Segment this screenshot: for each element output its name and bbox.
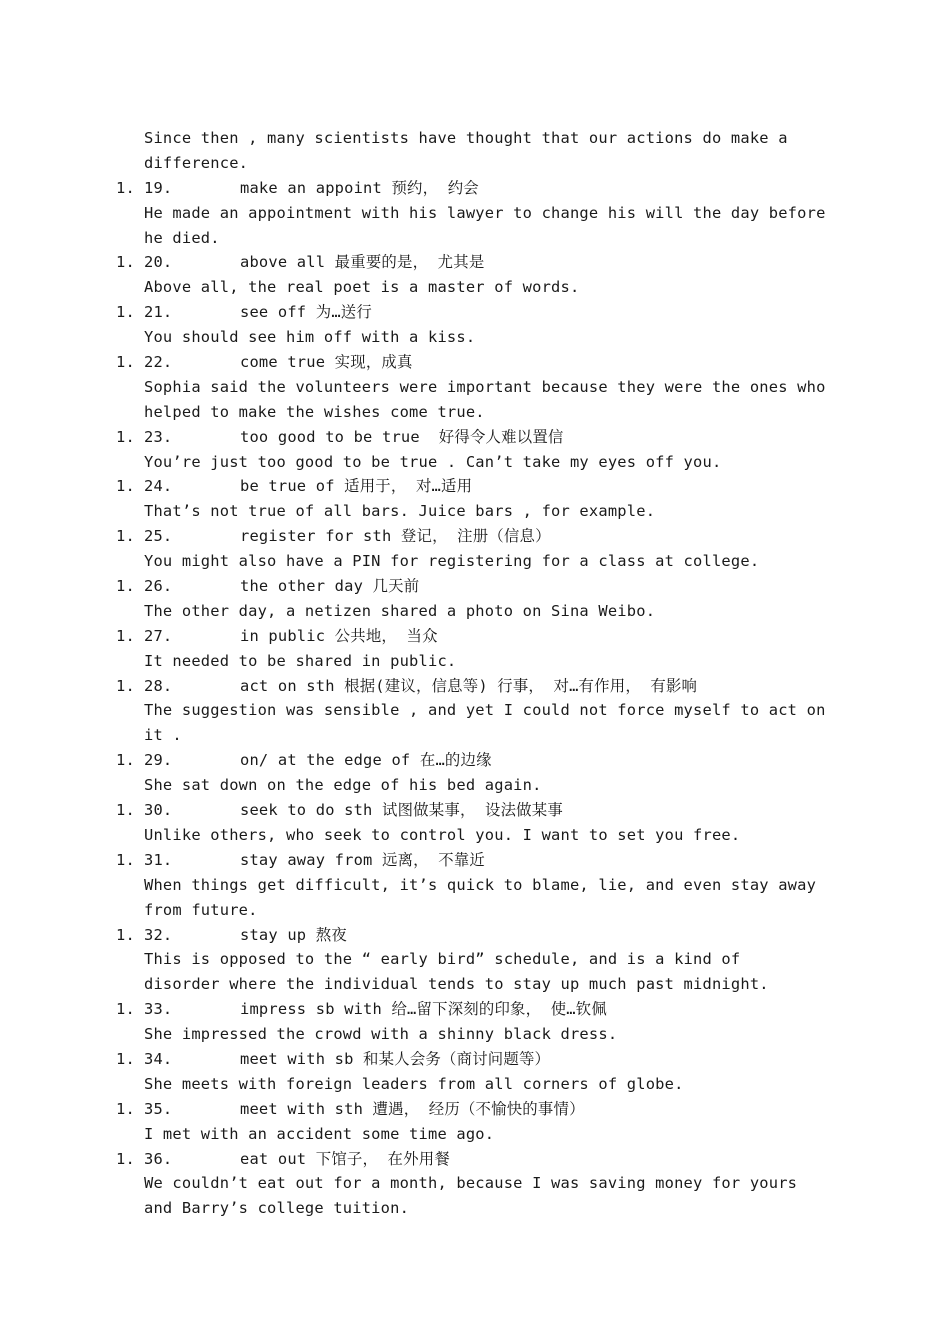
entry-heading	[116, 176, 816, 201]
list-marker: 1.	[116, 626, 135, 645]
example-sentence-line: The other day, a netizen shared a photo on Sina Weibo.	[144, 601, 656, 620]
entry-heading	[116, 798, 816, 823]
example-sentence-line: I met with an accident some time ago.	[144, 1124, 495, 1143]
entry-heading	[116, 923, 816, 948]
example-sentence-line: Unlike others, who seek to control you. I want to set you free.	[144, 825, 741, 844]
entry-number: 36.	[144, 1149, 173, 1168]
entry-number: 22.	[144, 353, 173, 372]
example-sentence-line: You should see him off with a kiss.	[144, 328, 476, 347]
list-marker: 1.	[116, 253, 135, 272]
entry-number: 27.	[144, 626, 173, 645]
entry-number: 26.	[144, 577, 173, 596]
entry-phrase: meet with sb 和某人会务（商讨问题等）	[240, 1049, 551, 1068]
list-marker: 1.	[116, 850, 135, 869]
entry-number: 31.	[144, 850, 173, 869]
list-marker: 1.	[116, 801, 135, 820]
entry-number: 28.	[144, 676, 173, 695]
list-marker: 1.	[116, 477, 135, 496]
example-sentence-line: When things get difficult, it’s quick to blame, lie, and even stay away	[144, 875, 817, 894]
entry-phrase: stay away from 远离， 不靠近	[240, 850, 485, 869]
list-marker: 1.	[116, 527, 135, 546]
entry-number: 23.	[144, 427, 173, 446]
list-item	[116, 350, 826, 425]
entry-number: 30.	[144, 801, 173, 820]
example-sentence-line: helped to make the wishes come true.	[144, 402, 485, 421]
entry-number: 29.	[144, 751, 173, 770]
entry-phrase: stay up 熬夜	[240, 925, 347, 944]
example-sentence-line: The suggestion was sensible , and yet I could not force myself to act on	[144, 701, 826, 720]
list-item	[116, 1047, 816, 1097]
example-sentence-line: She sat down on the edge of his bed again.	[144, 776, 542, 795]
intro-line: Since then , many scientists have thought that our actions do make a	[144, 129, 788, 147]
example-sentence-line: Sophia said the volunteers were important because they were the ones who	[144, 377, 826, 396]
example-sentence-line: disorder where the individual tends to stay up much past midnight.	[144, 975, 769, 994]
entry-phrase: make an appoint 预约， 约会	[240, 178, 479, 197]
entry-heading	[116, 425, 816, 450]
entry-heading	[116, 674, 816, 699]
example-sentence-line: it .	[144, 726, 182, 745]
entry-heading	[116, 350, 816, 375]
list-item	[116, 176, 826, 251]
entry-number: 33.	[144, 1000, 173, 1019]
entry-number: 34.	[144, 1049, 173, 1068]
list-marker: 1.	[116, 751, 135, 770]
list-marker: 1.	[116, 1000, 135, 1019]
entry-number: 19.	[144, 178, 173, 197]
entry-heading	[116, 250, 816, 275]
list-marker: 1.	[116, 925, 135, 944]
entry-phrase: the other day 几天前	[240, 577, 420, 596]
example-sentence-line: It needed to be shared in public.	[144, 651, 457, 670]
entry-phrase: eat out 下馆子， 在外用餐	[240, 1149, 450, 1168]
entry-heading	[116, 524, 816, 549]
entry-phrase: on/ at the edge of 在…的边缘	[240, 751, 492, 770]
list-item	[116, 425, 816, 475]
entry-heading	[116, 997, 816, 1022]
entry-phrase: seek to do sth 试图做某事， 设法做某事	[240, 801, 563, 820]
entry-phrase: register for sth 登记， 注册（信息）	[240, 527, 551, 546]
example-sentence-line: You’re just too good to be true . Can’t take my eyes off you.	[144, 452, 722, 471]
example-sentence-line: he died.	[144, 228, 220, 247]
list-marker: 1.	[116, 1049, 135, 1068]
entry-heading	[116, 574, 816, 599]
list-item	[116, 798, 816, 848]
list-marker: 1.	[116, 1099, 135, 1118]
example-sentence-line: That’s not true of all bars. Juice bars , for example.	[144, 502, 656, 521]
example-sentence-line: Above all, the real poet is a master of words.	[144, 278, 580, 297]
list-item	[116, 524, 816, 574]
list-item	[116, 474, 816, 524]
list-item	[116, 624, 816, 674]
entry-heading	[116, 300, 816, 325]
list-marker: 1.	[116, 353, 135, 372]
example-sentence-line: from future.	[144, 900, 258, 919]
list-item	[116, 748, 816, 798]
entry-number: 25.	[144, 527, 173, 546]
entry-heading	[116, 1047, 816, 1072]
list-item	[116, 574, 816, 624]
list-marker: 1.	[116, 427, 135, 446]
entry-phrase: meet with sth 遭遇， 经历（不愉快的事情）	[240, 1099, 585, 1118]
example-sentence-line: She meets with foreign leaders from all corners of globe.	[144, 1074, 684, 1093]
entry-heading	[116, 848, 816, 873]
entry-phrase: too good to be true 好得令人难以置信	[240, 427, 564, 446]
entry-number: 24.	[144, 477, 173, 496]
entry-heading	[116, 1147, 816, 1172]
list-item	[116, 1097, 816, 1147]
example-sentence-line: and Barry’s college tuition.	[144, 1199, 410, 1218]
entry-number: 35.	[144, 1099, 173, 1118]
list-item	[116, 300, 816, 350]
entry-phrase: come true 实现，成真	[240, 353, 413, 372]
entry-number: 21.	[144, 303, 173, 322]
list-marker: 1.	[116, 303, 135, 322]
entry-number: 20.	[144, 253, 173, 272]
entry-heading	[116, 624, 816, 649]
list-item	[116, 923, 816, 998]
example-sentence-line: This is opposed to the “ early bird” schedule, and is a kind of	[144, 950, 741, 969]
list-item	[116, 674, 826, 749]
entry-phrase: impress sb with 给…留下深刻的印象， 使…钦佩	[240, 1000, 607, 1019]
example-sentence-line: We couldn’t eat out for a month, because I was saving money for yours	[144, 1174, 798, 1193]
list-item	[116, 997, 816, 1047]
entry-heading	[116, 748, 816, 773]
example-sentence-line: He made an appointment with his lawyer to change his will the day before	[144, 203, 826, 222]
example-sentence-line: She impressed the crowd with a shinny black dress.	[144, 1025, 618, 1044]
document-content	[116, 126, 826, 1221]
list-marker: 1.	[116, 1149, 135, 1168]
list-item	[116, 1147, 816, 1222]
intro-line: difference.	[144, 153, 249, 172]
entry-phrase: be true of 适用于， 对…适用	[240, 477, 473, 496]
list-marker: 1.	[116, 577, 135, 596]
entry-phrase: above all 最重要的是， 尤其是	[240, 253, 485, 272]
example-sentence-line: You might also have a PIN for registering for a class at college.	[144, 552, 760, 571]
entry-phrase: see off 为…送行	[240, 303, 372, 322]
list-item	[116, 250, 816, 300]
phrase-list	[116, 176, 826, 1221]
entry-number: 32.	[144, 925, 173, 944]
entry-phrase: act on sth 根据(建议，信息等) 行事， 对…有作用， 有影响	[240, 676, 698, 695]
list-item	[116, 848, 816, 923]
entry-heading	[116, 1097, 816, 1122]
entry-heading	[116, 474, 816, 499]
list-marker: 1.	[116, 178, 135, 197]
list-marker: 1.	[116, 676, 135, 695]
intro-paragraph	[116, 126, 816, 176]
entry-phrase: in public 公共地， 当众	[240, 626, 438, 645]
